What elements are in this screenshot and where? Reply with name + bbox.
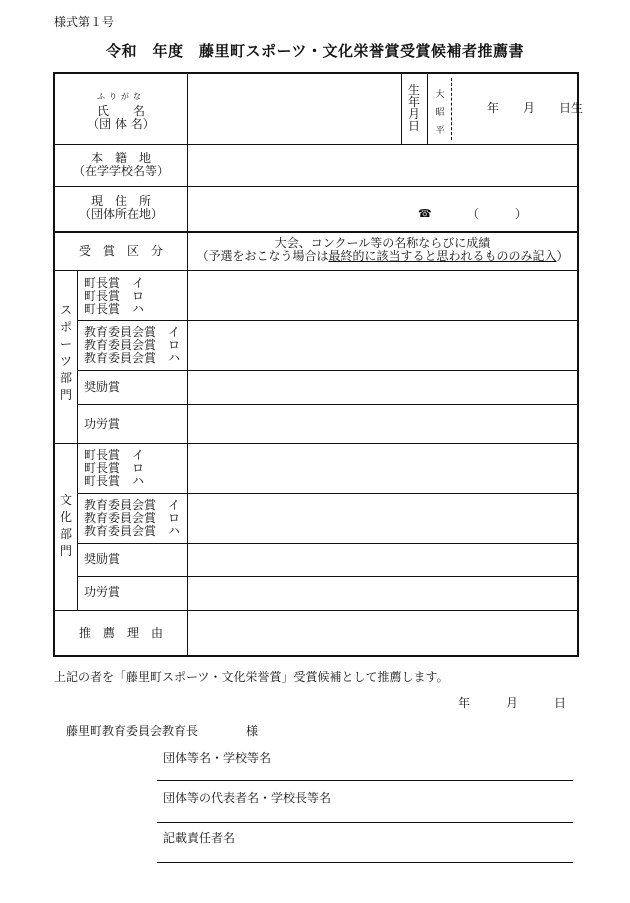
era-showa[interactable]: 昭 (435, 108, 445, 118)
sports-merit-award: 功労賞 (84, 417, 121, 431)
era-taisho[interactable]: 大 (435, 90, 445, 100)
name-cell-label (55, 90, 187, 131)
responsible-person-label: 記載責任者名 (163, 831, 236, 845)
era-options[interactable] (432, 86, 448, 140)
culture-mayor-award: 町長賞 イ 町長賞 ロ 町長賞 ハ (84, 448, 145, 488)
telephone-icon: ☎ (418, 207, 432, 220)
sports-encouragement-award: 奨励賞 (84, 380, 121, 394)
recommendation-statement: 上記の者を「藤里町スポーツ・文化栄誉賞」受賞候補として推薦します。 (54, 670, 449, 684)
culture-board-award: 教育委員会賞 イ 教育委員会賞 ロ 教育委員会賞 ハ (84, 498, 181, 538)
sports-merit-input[interactable] (188, 405, 577, 442)
representative-name-field[interactable] (157, 822, 573, 823)
era-heisei[interactable]: 平 (435, 126, 445, 136)
group-address-sublabel: （団体所在地） (78, 207, 163, 221)
birthdate-field[interactable]: 年 月 日生 (487, 101, 584, 115)
group-school-name-field[interactable] (157, 780, 573, 781)
domicile-label: 本 籍 地 （在学学校名等） (55, 152, 187, 178)
group-school-name-label: 団体等名・学校等名 (163, 751, 272, 765)
culture-merit-award: 功労賞 (84, 585, 121, 599)
sports-section-label: ス ポ ー ツ 部 門 (59, 303, 72, 402)
sports-board-award: 教育委員会賞 イ 教育委員会賞 ロ 教育委員会賞 ハ (84, 325, 181, 365)
award-description-header: 大会、コンクール等の名称ならびに成績 （予選をおこなう場合は最終的に該当すると思われるもののみ記入） (196, 236, 569, 263)
sports-mayor-award-input[interactable] (188, 271, 577, 319)
furigana-label: ふりがな (97, 92, 145, 101)
award-category-label: 受 賞 区 分 (78, 244, 163, 258)
phone-number-field[interactable]: （ ） (467, 207, 528, 221)
sports-mayor-award: 町長賞 イ 町長賞 ロ 町長賞 ハ (84, 276, 145, 316)
name-label: 氏 名 (96, 104, 145, 118)
address-label: 現 住 所 （団体所在地） (55, 195, 187, 221)
school-name-sublabel: （在学学校名等） (72, 164, 169, 178)
sports-board-award-input[interactable] (188, 321, 577, 369)
representative-name-label: 団体等の代表者名・学校長等名 (163, 791, 332, 805)
addressee: 藤里町教育委員会教育長 様 (66, 724, 259, 738)
recommendation-form-table (53, 72, 584, 657)
culture-board-award-input[interactable] (188, 494, 577, 542)
culture-section-label: 文 化 部 門 (59, 493, 72, 558)
responsible-person-field[interactable] (157, 862, 573, 863)
form-number: 様式第１号 (54, 15, 115, 29)
domicile-input[interactable] (188, 145, 577, 185)
birthdate-label: 生 年 月 日 (407, 83, 420, 133)
recommendation-reason-input[interactable] (188, 611, 577, 655)
culture-mayor-award-input[interactable] (188, 444, 577, 492)
group-name-label: （団 体 名） (87, 117, 155, 131)
submission-date-field[interactable]: 年 月 日 (458, 696, 567, 710)
culture-encouragement-input[interactable] (188, 544, 577, 575)
culture-encouragement-award: 奨励賞 (84, 552, 121, 566)
culture-merit-input[interactable] (188, 577, 577, 609)
sports-encouragement-input[interactable] (188, 371, 577, 403)
name-input[interactable] (188, 74, 400, 143)
document-title: 令和 年度 藤里町スポーツ・文化栄誉賞受賞候補者推薦書 (106, 42, 524, 60)
recommendation-reason-label: 推 薦 理 由 (78, 626, 163, 640)
